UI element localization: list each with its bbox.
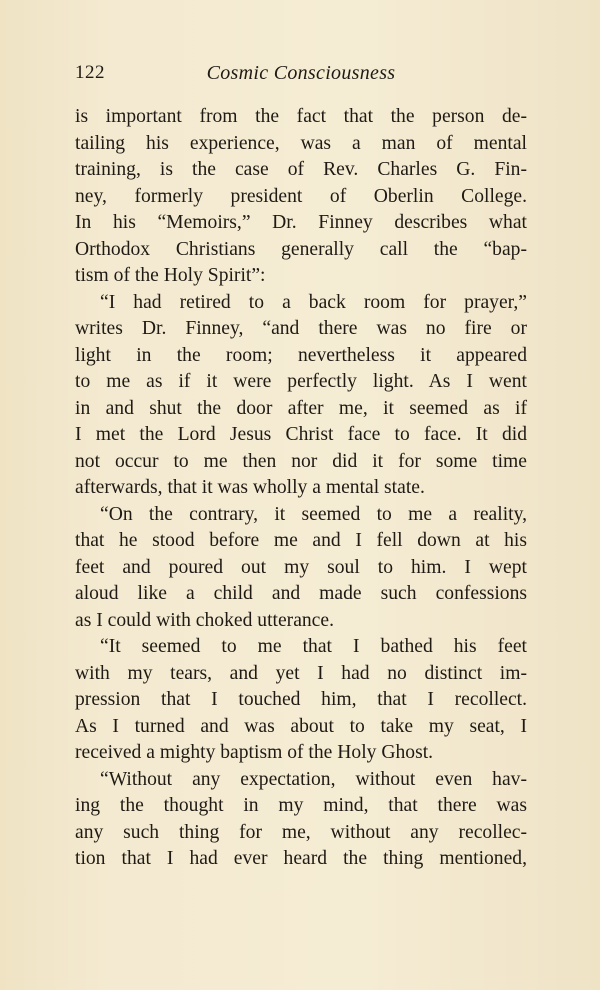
text-line: “On the contrary, it seemed to me a reality, xyxy=(100,503,527,525)
text-line: aloud like a child and made such confessions xyxy=(75,583,527,604)
text-line: training, is the case of Rev. Charles G. Fin- xyxy=(75,159,527,180)
text-line: In his “Memoirs,” Dr. Finney describes what xyxy=(75,212,527,233)
text-line: tism of the Holy Spirit”: xyxy=(75,265,266,286)
text-line: not occur to me then nor did it for some time xyxy=(75,450,527,472)
text-line: is important from the fact that the person de- xyxy=(75,106,527,127)
running-title: Cosmic Consciousness xyxy=(206,62,396,84)
text-line: Orthodox Christians generally call the “bap- xyxy=(75,238,527,260)
text-line: with my tears, and yet I had no distinct im- xyxy=(75,662,527,684)
text-line: pression that I touched him, that I recollect. xyxy=(75,689,527,710)
text-line: that he stood before me and I fell down at his xyxy=(75,530,527,551)
page-number: 122 xyxy=(75,62,105,83)
text-line: As I turned and was about to take my seat, I xyxy=(75,715,527,737)
text-line: received a mighty baptism of the Holy Ghost. xyxy=(75,742,434,763)
body-text xyxy=(75,104,527,873)
text-line: light in the room; nevertheless it appeared xyxy=(75,344,527,366)
text-line: I met the Lord Jesus Christ face to face. It did xyxy=(75,424,527,445)
text-line: as I could with choked utterance. xyxy=(75,609,334,631)
page-header xyxy=(75,58,527,90)
text-line: tion that I had ever heard the thing mentioned, xyxy=(75,848,527,869)
text-line: “Without any expectation, without even hav- xyxy=(100,768,527,790)
text-line: to me as if it were perfectly light. As I went xyxy=(75,371,527,392)
text-line: afterwards, that it was wholly a mental state. xyxy=(75,477,425,498)
text-line: ney, formerly president of Oberlin College. xyxy=(75,185,527,207)
text-line: “I had retired to a back room for prayer,” xyxy=(100,291,527,313)
text-line: ing the thought in my mind, that there was xyxy=(75,795,527,816)
text-line: tailing his experience, was a man of mental xyxy=(75,132,527,154)
text-line: any such thing for me, without any recollec- xyxy=(75,821,527,843)
text-line: in and shut the door after me, it seemed as if xyxy=(75,397,527,419)
text-line: writes Dr. Finney, “and there was no fire or xyxy=(75,318,527,339)
text-line: “It seemed to me that I bathed his feet xyxy=(100,636,527,657)
text-line: feet and poured out my soul to him. I wept xyxy=(75,556,527,578)
